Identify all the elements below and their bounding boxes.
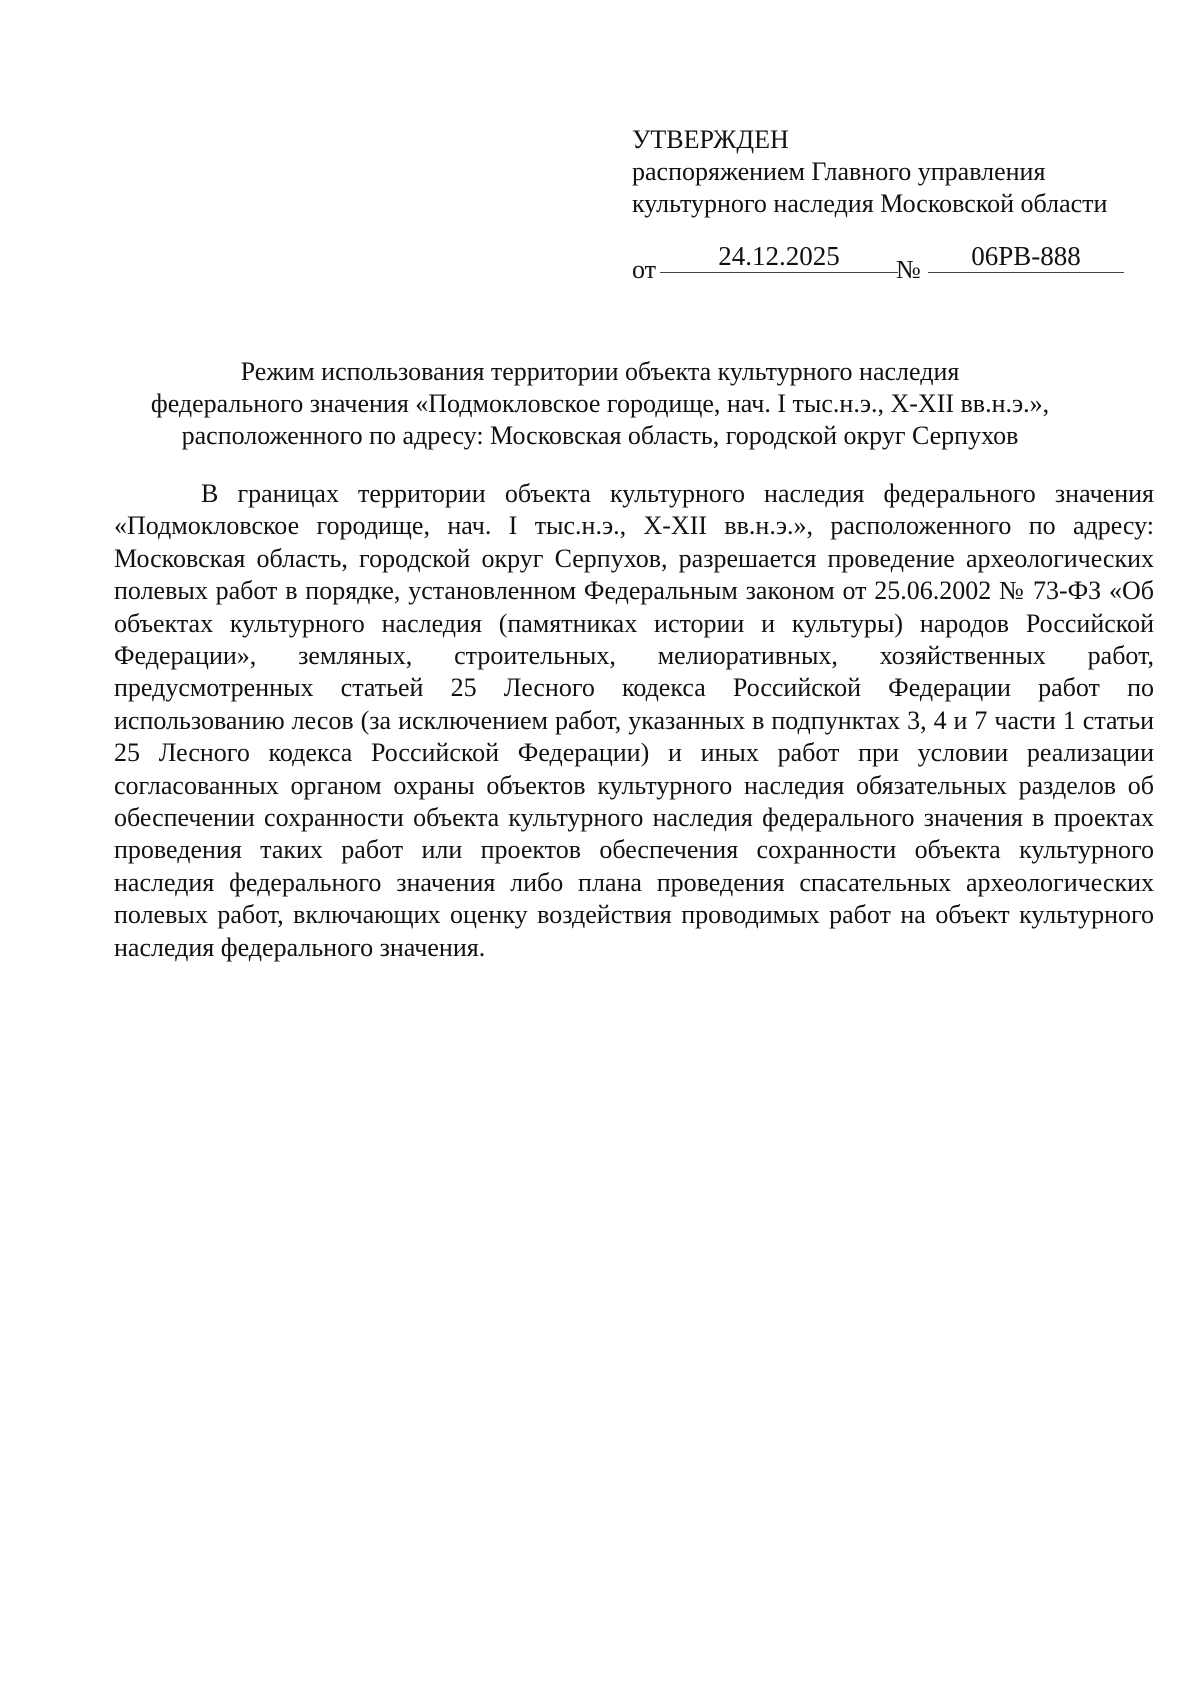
approval-line-2: культурного наследия Московской области xyxy=(632,189,1108,218)
approval-status: УТВЕРЖДЕН xyxy=(632,125,789,154)
order-date-label: от xyxy=(632,255,657,284)
document-title xyxy=(100,356,1100,452)
title-line-1: Режим использования территории объекта культурного наследия xyxy=(240,357,960,386)
title-line-2: федерального значения «Подмокловское городище, нач. I тыс.н.э., X-XII вв.н.э.», xyxy=(150,389,1050,418)
approval-block xyxy=(632,124,1107,220)
body-paragraph: В границах территории объекта культурного наследия федерального значения «Подмокловское городище, нач. I тыс.н.э., X-XII вв.н.э.», расположенного по адресу: Московская область, городской округ Серпухов, разрешается проведение археологических полевых работ в порядке, установленном Федеральным законом от 25.06.2002 № 73-ФЗ «Об объектах культурного наследия (памятниках истории и культуры) народов Российской Федерации», земляных, строительных, мелиоративных, хозяйственных работ, предусмотренных статьей 25 Лесного кодекса Российской Федерации работ по использованию лесов (за исключением работ, указанных в подпунктах 3, 4 и 7 части 1 статьи 25 Лесного кодекса Российской Федерации) и иных работ при условии реализации согласованных органом охраны объектов культурного наследия обязательных разделов об обеспечении сохранности объекта культурного наследия федерального значения в проектах проведения таких работ или проектов обеспечения сохранности объекта культурного наследия федерального значения либо плана проведения спасательных археологических полевых работ, включающих оценку воздействия проводимых работ на объект культурного наследия федерального значения. xyxy=(114,479,1154,962)
title-line-3: расположенного по адресу: Московская область, городской округ Серпухов xyxy=(181,421,1019,450)
order-number-label: № xyxy=(896,255,921,284)
approval-line-1: распоряжением Главного управления xyxy=(632,157,1046,186)
order-number: 06РВ-888 xyxy=(928,240,1124,273)
order-date: 24.12.2025 xyxy=(660,240,898,273)
